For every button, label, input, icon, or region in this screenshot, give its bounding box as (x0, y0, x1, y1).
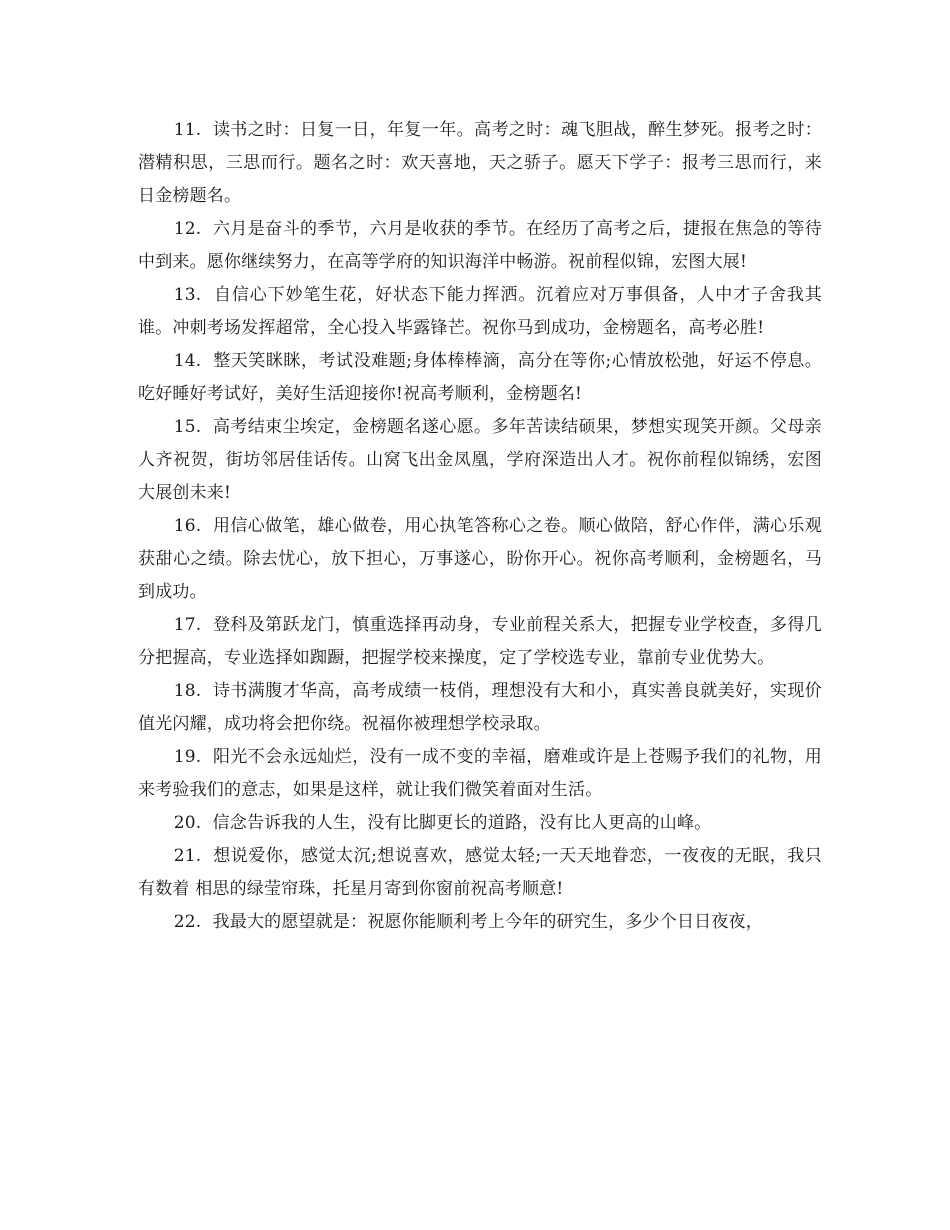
paragraph-15 (138, 411, 822, 510)
item-number: 14. (173, 351, 202, 371)
paragraph-text: 高考结束尘埃定，金榜题名遂心愿。多年苦读结硕果，梦想实现笑开颜。父母亲人齐祝贺，街坊邻居佳话传。山窝飞出金凤凰，学府深造出人才。祝你前程似锦绣，宏图大展创未来! (138, 417, 822, 503)
paragraph-21 (138, 840, 822, 906)
item-number: 20. (173, 813, 202, 833)
paragraph-text: 想说爱你，感觉太沉;想说喜欢，感觉太轻;一天天地眷恋，一夜夜的无眠，我只有数着 相思的绿莹帘珠，托星月寄到你窗前祝高考顺意! (138, 846, 822, 899)
item-number: 17. (173, 615, 202, 635)
item-number: 13. (173, 285, 202, 305)
item-number: 15. (173, 417, 202, 437)
paragraph-18 (138, 675, 822, 741)
paragraph-text: 用信心做笔，雄心做卷，用心执笔答称心之卷。顺心做陪，舒心作伴，满心乐观获甜心之绩。除去忧心，放下担心，万事遂心，盼你开心。祝你高考顺利，金榜题名，马到成功。 (138, 516, 822, 602)
paragraph-14 (138, 345, 822, 411)
item-number: 12. (173, 219, 202, 239)
document-body (138, 114, 822, 939)
paragraph-text: 信念告诉我的人生，没有比脚更长的道路，没有比人更高的山峰。 (212, 813, 712, 833)
paragraph-12 (138, 213, 822, 279)
item-number: 21. (173, 846, 202, 866)
paragraph-22 (138, 906, 822, 939)
item-number: 11. (173, 120, 202, 140)
paragraph-text: 阳光不会永远灿烂，没有一成不变的幸福，磨难或许是上苍赐予我们的礼物，用来考验我们的意志，如果是这样，就让我们微笑着面对生活。 (138, 747, 822, 800)
paragraph-20 (138, 807, 822, 840)
paragraph-11 (138, 114, 822, 213)
item-number: 19. (173, 747, 202, 767)
item-number: 18. (173, 681, 202, 701)
paragraph-text: 六月是奋斗的季节，六月是收获的季节。在经历了高考之后，捷报在焦急的等待中到来。愿你继续努力，在高等学府的知识海洋中畅游。祝前程似锦，宏图大展! (138, 219, 822, 272)
paragraph-text: 整天笑眯眯，考试没难题;身体棒棒滴，高分在等你;心情放松弛，好运不停息。吃好睡好考试好，美好生活迎接你!祝高考顺利，金榜题名! (138, 351, 822, 404)
paragraph-text: 登科及第跃龙门，慎重选择再动身，专业前程关系大，把握专业学校查，多得几分把握高，专业选择如踟蹰，把握学校来操度，定了学校选专业，靠前专业优势大。 (138, 615, 822, 668)
paragraph-text: 读书之时：日复一日，年复一年。高考之时：魂飞胆战，醉生梦死。报考之时：潜精积思，三思而行。题名之时：欢天喜地，天之骄子。愿天下学子：报考三思而行，来日金榜题名。 (138, 120, 822, 206)
paragraph-19 (138, 741, 822, 807)
paragraph-13 (138, 279, 822, 345)
item-number: 16. (173, 516, 202, 536)
paragraph-text: 我最大的愿望就是：祝愿你能顺利考上今年的研究生，多少个日日夜夜， (212, 912, 763, 932)
paragraph-text: 自信心下妙笔生花，好状态下能力挥洒。沉着应对万事俱备，人中才子舍我其谁。冲刺考场发挥超常，全心投入毕露锋芒。祝你马到成功，金榜题名，高考必胜! (138, 285, 822, 338)
item-number: 22. (173, 912, 202, 932)
paragraph-16 (138, 510, 822, 609)
paragraph-17 (138, 609, 822, 675)
paragraph-text: 诗书满腹才华高，高考成绩一枝俏，理想没有大和小，真实善良就美好，实现价值光闪耀，成功将会把你绕。祝福你被理想学校录取。 (138, 681, 822, 734)
